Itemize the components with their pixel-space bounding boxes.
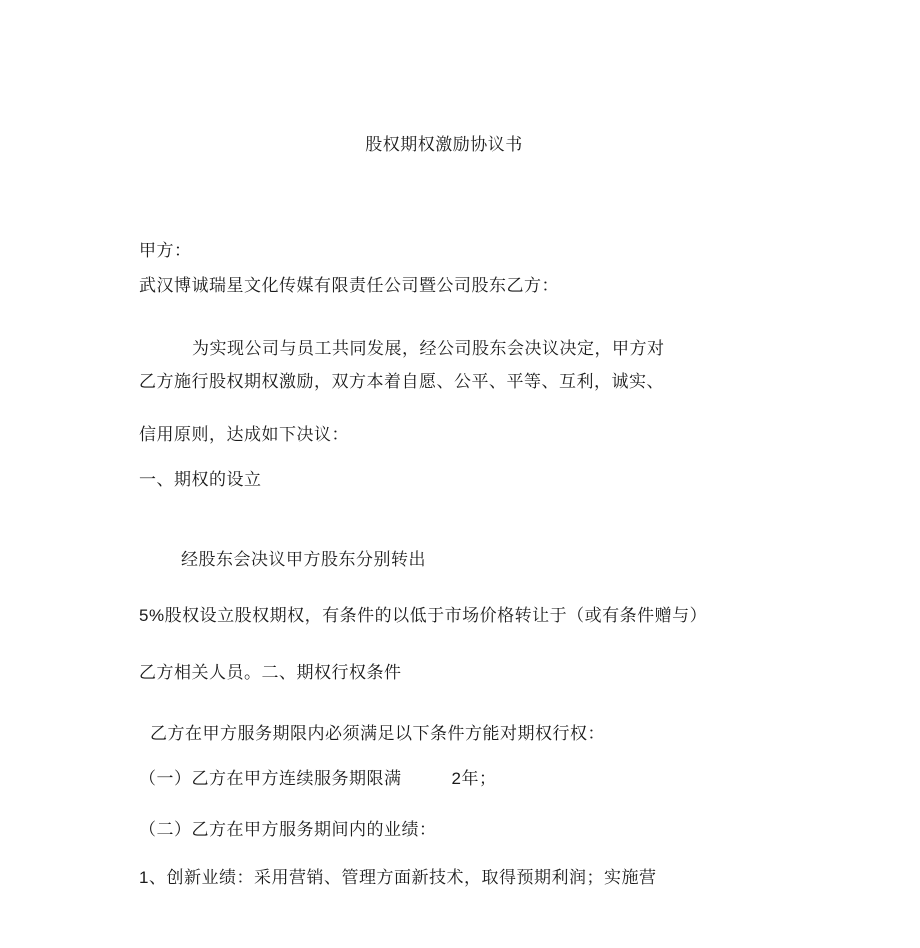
percentage-value: 5%	[139, 606, 165, 625]
intro-paragraph-line-1: 为实现公司与员工共同发展，经公司股东会决议决定，甲方对	[192, 339, 665, 359]
section-1-paragraph-2	[139, 605, 707, 627]
condition-2: （二）乙方在甲方服务期间内的业绩：	[139, 820, 437, 840]
intro-paragraph-line-3: 信用原则，达成如下决议：	[139, 425, 349, 445]
section-1-paragraph-3: 乙方相关人员。二、期权行权条件	[139, 663, 402, 683]
section-1-paragraph-1: 经股东会决议甲方股东分别转出	[181, 550, 426, 570]
section-1-paragraph-2-text: 股权设立股权期权，有条件的以低于市场价格转让于（或有条件赠与）	[164, 606, 708, 626]
party-a-line: 武汉博诚瑞星文化传媒有限责任公司暨公司股东乙方：	[139, 276, 559, 296]
item-1-text: 、创新业绩：采用营销、管理方面新技术，取得预期利润；实施营	[148, 868, 657, 888]
condition-1-number: 2	[451, 769, 462, 788]
item-1-number: 1	[139, 868, 149, 887]
condition-1	[139, 768, 496, 790]
document-title: 股权期权激励协议书	[365, 135, 523, 155]
section-1-heading: 一、期权的设立	[139, 470, 262, 490]
item-1	[139, 867, 656, 889]
condition-1-unit: 年；	[461, 769, 497, 789]
section-2-intro: 乙方在甲方服务期限内必须满足以下条件方能对期权行权：	[150, 724, 605, 744]
condition-1-text: （一）乙方在甲方连续服务期限满	[139, 769, 402, 789]
party-a-label: 甲方：	[139, 241, 192, 261]
intro-paragraph-line-2: 乙方施行股权期权激励，双方本着自愿、公平、平等、互利，诚实、	[139, 372, 664, 392]
